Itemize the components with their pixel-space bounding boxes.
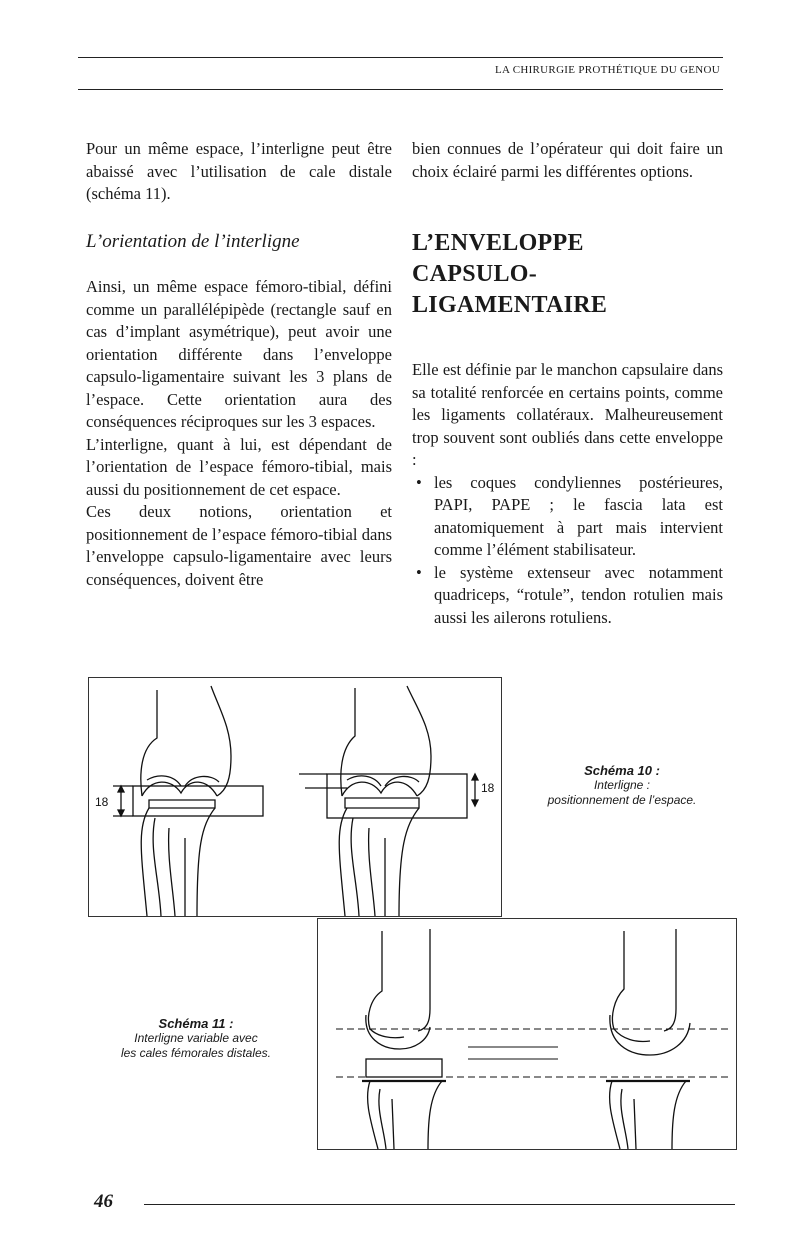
left-paragraph-4: Ces deux notions, orientation et positionnement de l’espace fémoro-tibial dans l’enveloppe capsulo-ligamentaire avec leurs conséquences, doivent être: [86, 502, 392, 589]
header-rule-top: [78, 57, 723, 58]
figure-11-caption: [96, 1016, 296, 1061]
figure-11-caption-line-1: Interligne variable avec: [134, 1031, 258, 1045]
header-rule-bottom: [78, 89, 723, 90]
figure-10-caption-line-1: Interligne :: [593, 778, 651, 792]
bullet-item-1: • les coques condyliennes postérieures, PAPI, PAPE ; le fascia lata est anatomiquement à part mais intervient comme l’élément stabilisateur.: [412, 472, 723, 562]
running-title: LA CHIRURGIE PROTHÉTIQUE DU GENOU: [495, 64, 720, 76]
figure-10-drawing: [89, 678, 501, 916]
figure-11-caption-line-2: les cales fémorales distales.: [120, 1046, 272, 1060]
page-number: 46: [94, 1191, 113, 1212]
figure-11-caption-title: Schéma 11 :: [158, 1016, 234, 1031]
right-paragraph-1: bien connues de l’opérateur qui doit faire un choix éclairé parmi les différentes options.: [412, 139, 723, 181]
bullet-item-2: • le système extenseur avec notamment quadriceps, “rotule”, tendon rotulien mais aussi les ailerons rotuliens.: [412, 562, 723, 630]
left-paragraph-2: Ainsi, un même espace fémoro-tibial, défini comme un parallélépipède (rectangle sauf en cas d’implant asymétrique), peut avoir une orientation différente dans l’enveloppe capsulo-ligamentaire suivant les 3 plans de l’espace. Cette orientation aura des conséquences réciproques sur les 3 espaces.: [86, 277, 392, 431]
right-column: [412, 138, 723, 629]
figure-11-frame: [317, 918, 737, 1150]
subheading-orientation: L’orientation de l’interligne: [86, 230, 300, 252]
left-column: [86, 138, 392, 591]
right-paragraph-2: Elle est définie par le manchon capsulaire dans sa totalité renforcée en certains points, comme les ligaments collatéraux. Malheureusement trop souvent sont oubliés dans cette enveloppe :: [412, 360, 723, 469]
section-title-enveloppe: L’ENVELOPPE CAPSULO-LIGAMENTAIRE: [412, 230, 608, 318]
figure-10-dim-left: 18: [95, 795, 109, 809]
figure-10-caption-line-2: positionnement de l’espace.: [547, 793, 697, 807]
footer-rule: [144, 1204, 735, 1205]
figure-10-frame: [88, 677, 502, 917]
left-paragraph-3: L’interligne, quant à lui, est dépendant de l’orientation de l’espace fémoro-tibial, mais aussi du positionnement de cet espace.: [86, 434, 392, 499]
figure-10-dim-right: 18: [481, 781, 495, 795]
bullet-list: [412, 472, 723, 630]
figure-11-drawing: [318, 919, 736, 1149]
figure-10-caption: [522, 763, 722, 808]
left-paragraph-1: Pour un même espace, l’interligne peut être abaissé avec l’utilisation de cale distale (schéma 11).: [86, 139, 392, 203]
figure-10-caption-title: Schéma 10 :: [584, 763, 660, 778]
